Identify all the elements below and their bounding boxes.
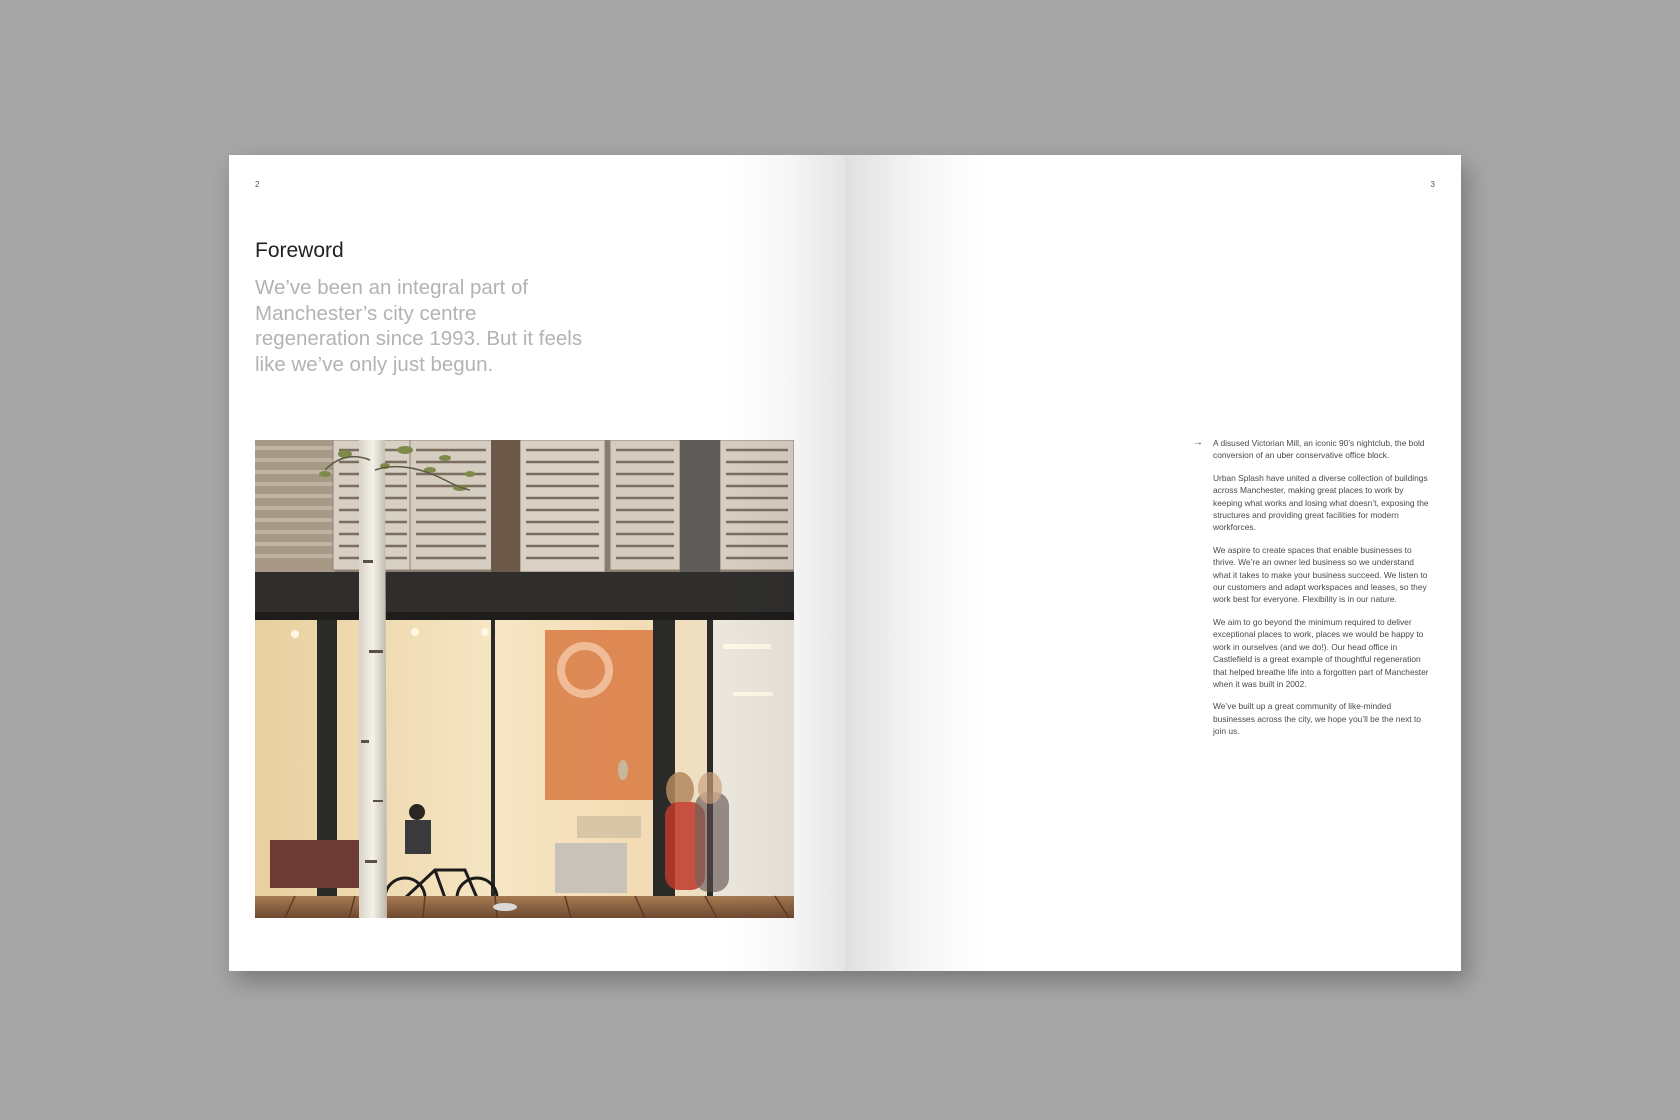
page-heading: Foreword: [255, 239, 344, 262]
foreword-body: [1193, 437, 1429, 748]
right-page: [845, 155, 1461, 971]
office-exterior-photo: [255, 440, 794, 918]
page-number-left: 2: [255, 180, 260, 189]
foreword-paragraph: We’ve built up a great community of like-minded businesses across the city, we hope you’ll be the next to join us.: [1213, 701, 1421, 737]
foreword-paragraph: A disused Victorian Mill, an iconic 90’s nightclub, the bold conversion of an uber conservative office block.: [1213, 438, 1425, 461]
left-page: [229, 155, 845, 971]
arrow-right-icon: →: [1193, 437, 1203, 448]
gutter-shadow-right: [845, 155, 985, 971]
page-number-right: 3: [1430, 180, 1435, 189]
gutter-shadow-left: [725, 155, 845, 971]
intro-statement: We’ve been an integral part of Manchester’s city centre regeneration since 1993. But it feels like we’ve only just begun.: [255, 276, 583, 376]
foreword-paragraph: We aim to go beyond the minimum required to deliver exceptional places to work, places we would be happy to work in ourselves (and we do!). Our head office in Castlefield is a great example of thoughtful regeneration that helped breathe life into a forgotten part of Manchester when it was built in 2002.: [1213, 616, 1429, 689]
foreword-paragraph: Urban Splash have united a diverse collection of buildings across Manchester, making great places to work by keeping what works and losing what doesn’t, exposing the structures and providing great facilities for modern workforces.: [1213, 472, 1429, 533]
brochure-spread: [229, 155, 1461, 971]
foreword-paragraph: We aspire to create spaces that enable businesses to thrive. We’re an owner led business so we understand what it takes to make your business succeed. We listen to our customers and adapt workspaces and leases, so they work best for everyone. Flexibility is in our nature.: [1213, 544, 1428, 605]
